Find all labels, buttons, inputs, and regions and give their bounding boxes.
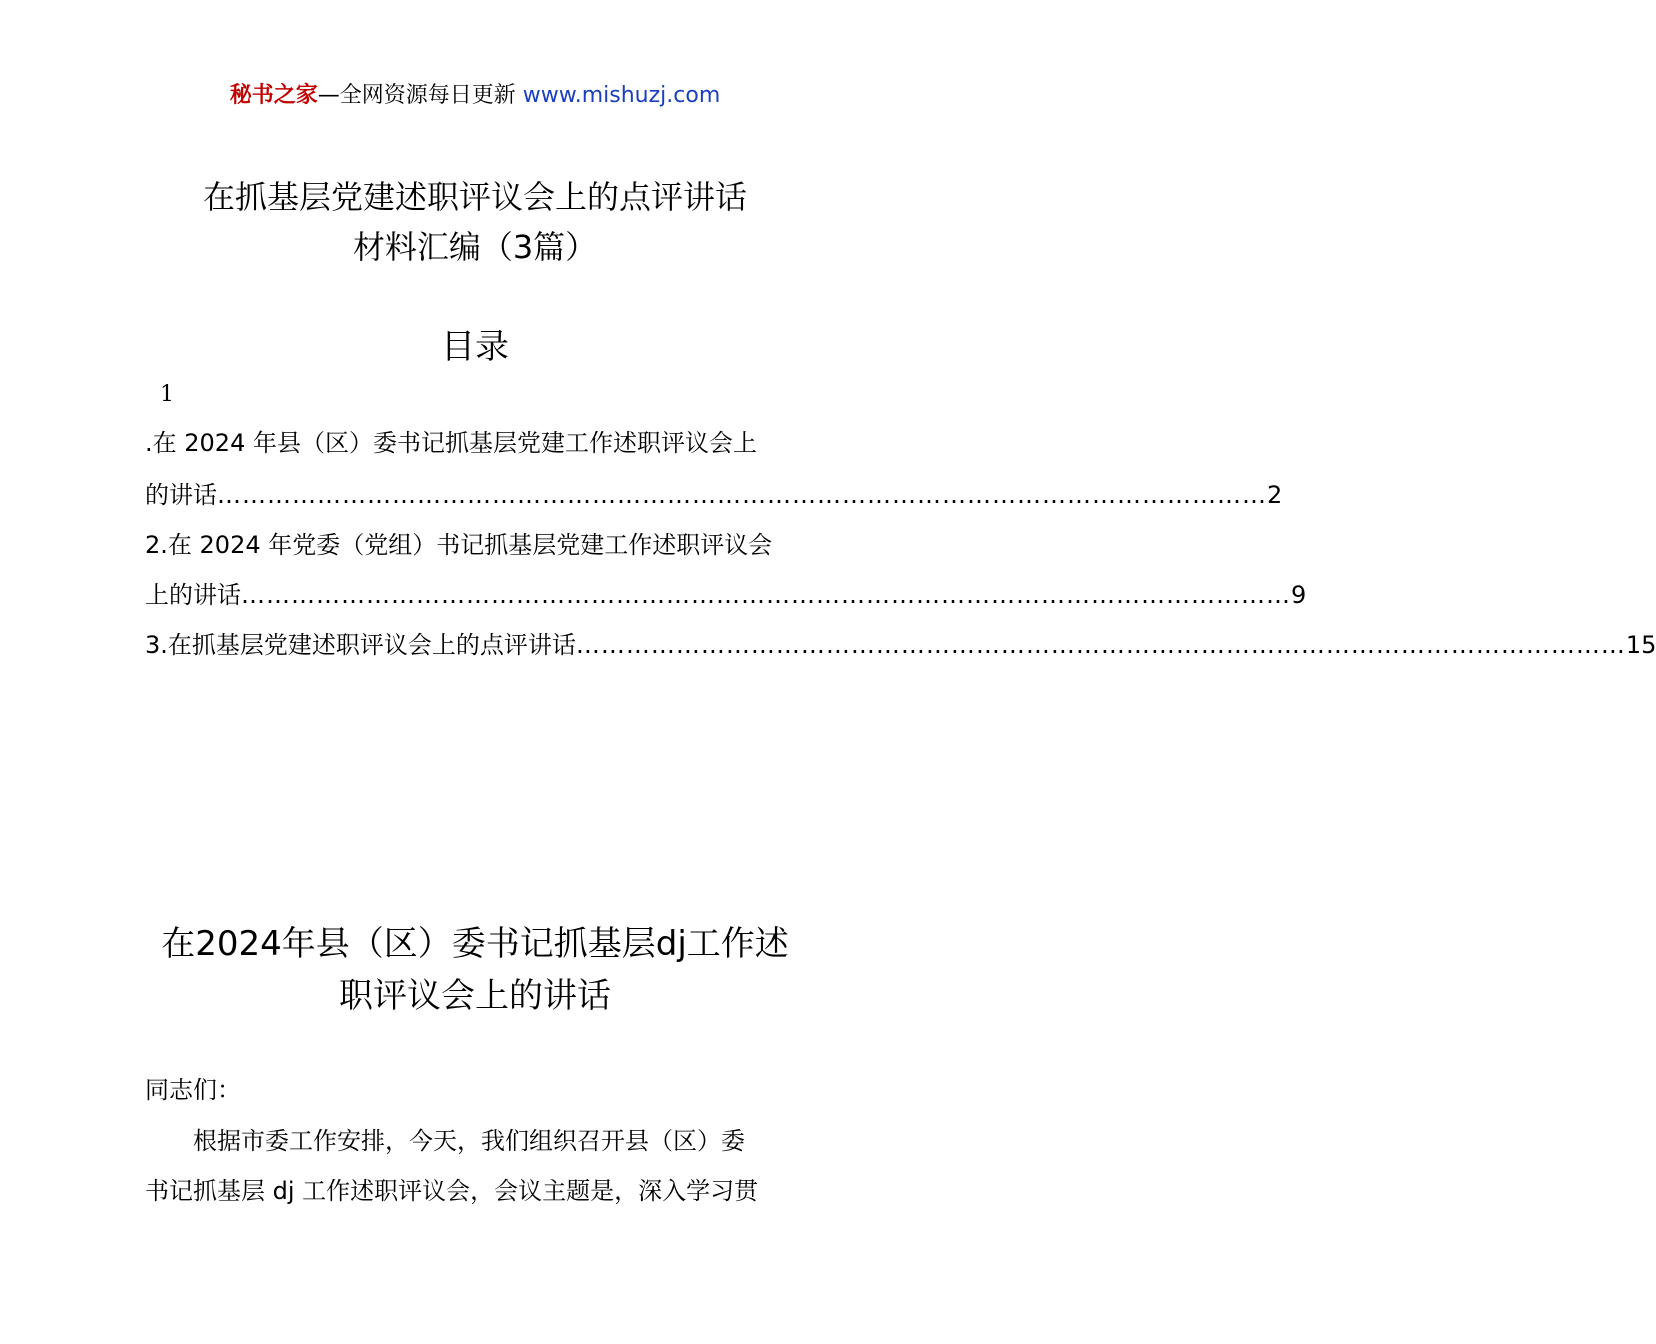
body-paragraph-line2: 书记抓基层 dj 工作述职评议会，会议主题是，深入学习贯	[145, 1177, 759, 1205]
toc-heading: 目录	[441, 327, 509, 367]
section-title-line1: 在2024年县（区）委书记抓基层dj工作述	[161, 924, 789, 964]
header-dash: —	[317, 83, 340, 108]
toc-item-2-line1[interactable]: 2.在 2024 年党委（党组）书记抓基层党建工作述职评议会	[145, 531, 773, 559]
greeting: 同志们：	[145, 1076, 241, 1104]
toc-item-1-page: 2	[1267, 481, 1283, 509]
toc-item-1-label: 的讲话	[145, 481, 217, 509]
toc-item-3-label: 3.在抓基层党建述职评议会上的点评讲话	[145, 631, 576, 659]
toc-item-2-page: 9	[1291, 581, 1307, 609]
document-title-line1: 在抓基层党建述职评议会上的点评讲话	[202, 178, 747, 216]
toc-leader-dots: ………………………………………………………………………………………………………………	[217, 481, 1267, 509]
header-tagline: 全网资源每日更新	[339, 83, 516, 108]
site-url-link[interactable]: www.mishuzj.com	[522, 83, 721, 108]
toc-item-2-line2[interactable]	[145, 578, 1307, 612]
toc-leader-dots: ………………………………………………………………………………………………………………	[575, 631, 1626, 659]
section-title	[100, 918, 850, 1022]
toc-item-1-line2[interactable]	[145, 478, 1283, 512]
toc-item-3[interactable]	[145, 628, 1656, 662]
document-title	[100, 172, 850, 272]
document-title-line2: 材料汇编（3篇）	[352, 228, 598, 266]
site-header	[0, 80, 950, 112]
toc-item-1-line1[interactable]: .在 2024 年县（区）委书记抓基层党建工作述职评议会上	[145, 429, 757, 457]
toc-item-2-label: 上的讲话	[145, 581, 241, 609]
toc-item-3-page: 15	[1625, 631, 1656, 659]
body-paragraph-line1: 根据市委工作安排，今天，我们组织召开县（区）委	[193, 1127, 745, 1155]
brand-name: 秘书之家	[229, 83, 318, 108]
toc-first-number: 1	[160, 382, 174, 407]
section-title-line2: 职评议会上的讲话	[339, 976, 611, 1016]
toc-leader-dots: ………………………………………………………………………………………………………………	[241, 581, 1291, 609]
